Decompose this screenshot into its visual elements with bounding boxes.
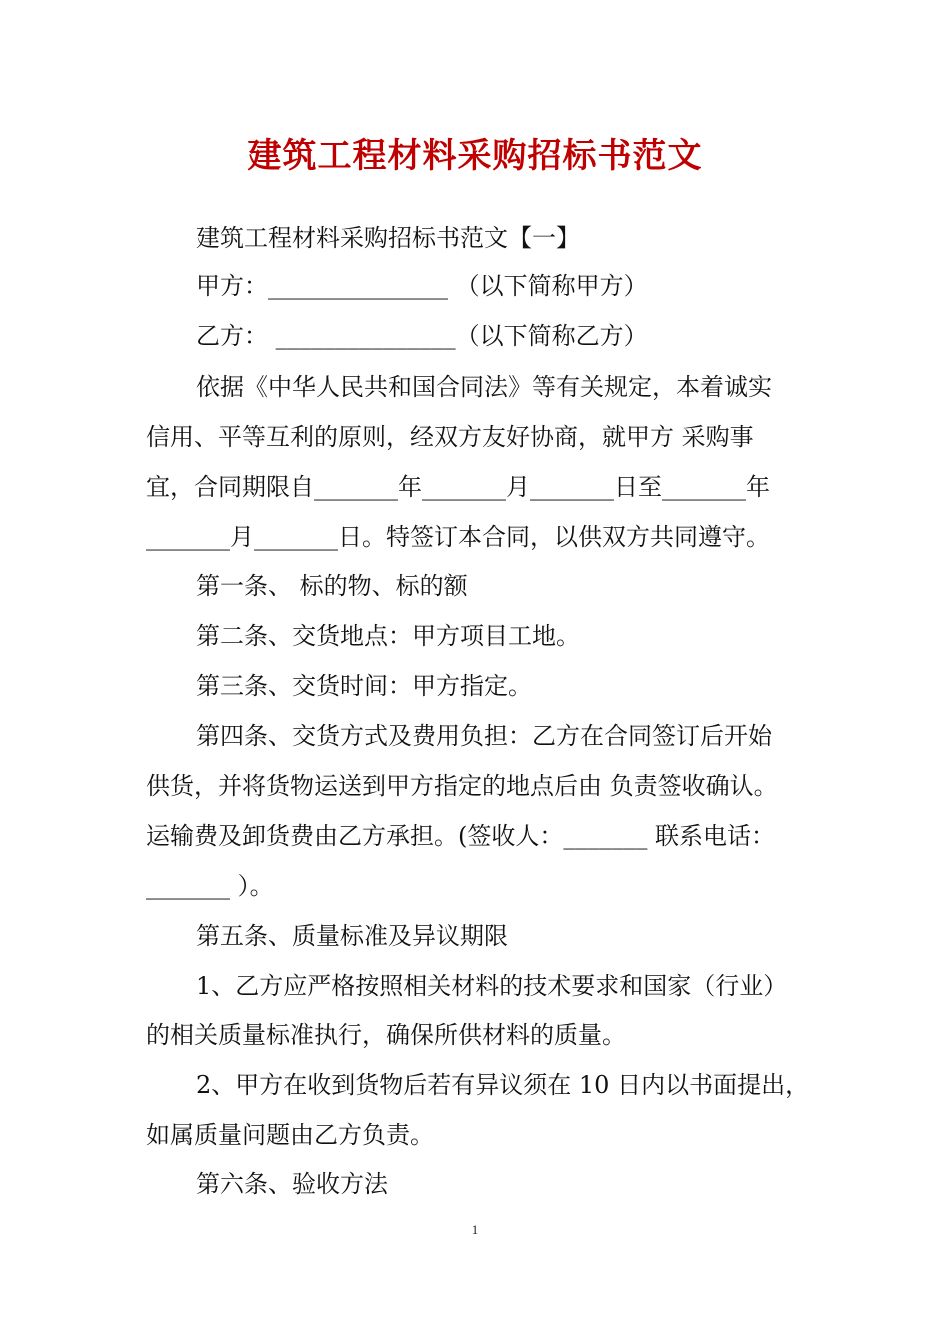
article-2: 第二条、交货地点：甲方项目工地。 [196,622,580,650]
paragraph-line: 宜，合同期限自_______年_______月_______日至_______年 [146,473,770,501]
section-heading: 建筑工程材料采购招标书范文【一】 [196,224,580,252]
list-item: 2、甲方在收到货物后若有异议须在 10 日内以书面提出， [196,1071,810,1099]
document-title: 建筑工程材料采购招标书范文 [247,136,703,176]
paragraph-line: _______月_______日。特签订本合同，以供双方共同遵守。 [146,523,770,551]
paragraph-line: 如属质量问题由乙方负责。 [146,1121,434,1149]
paragraph-line: _______ ）。 [146,872,274,900]
paragraph-line: 供货，并将货物运送到甲方指定的地点后由 负责签收确认。 [146,772,778,800]
article-6: 第六条、验收方法 [196,1170,388,1198]
list-item: 1、乙方应严格按照相关材料的技术要求和国家（行业） [196,972,788,1000]
paragraph-line: 依据《中华人民共和国合同法》等有关规定，本着诚实 [196,373,772,401]
party-b-line: 乙方： _______________（以下简称乙方） [196,322,648,350]
page-number: 1 [471,1222,479,1237]
party-a-line: 甲方：_______________ （以下简称甲方） [196,272,648,300]
paragraph-line: 的相关质量标准执行，确保所供材料的质量。 [146,1021,626,1049]
article-5: 第五条、质量标准及异议期限 [196,922,508,950]
article-3: 第三条、交货时间：甲方指定。 [196,672,532,700]
paragraph-line: 运输费及卸货费由乙方承担。(签收人：_______ 联系电话： [146,822,775,850]
article-4: 第四条、交货方式及费用负担：乙方在合同签订后开始 [196,722,772,750]
article-1: 第一条、 标的物、标的额 [196,572,468,600]
paragraph-line: 信用、平等互利的原则，经双方友好协商，就甲方 采购事 [146,423,754,451]
